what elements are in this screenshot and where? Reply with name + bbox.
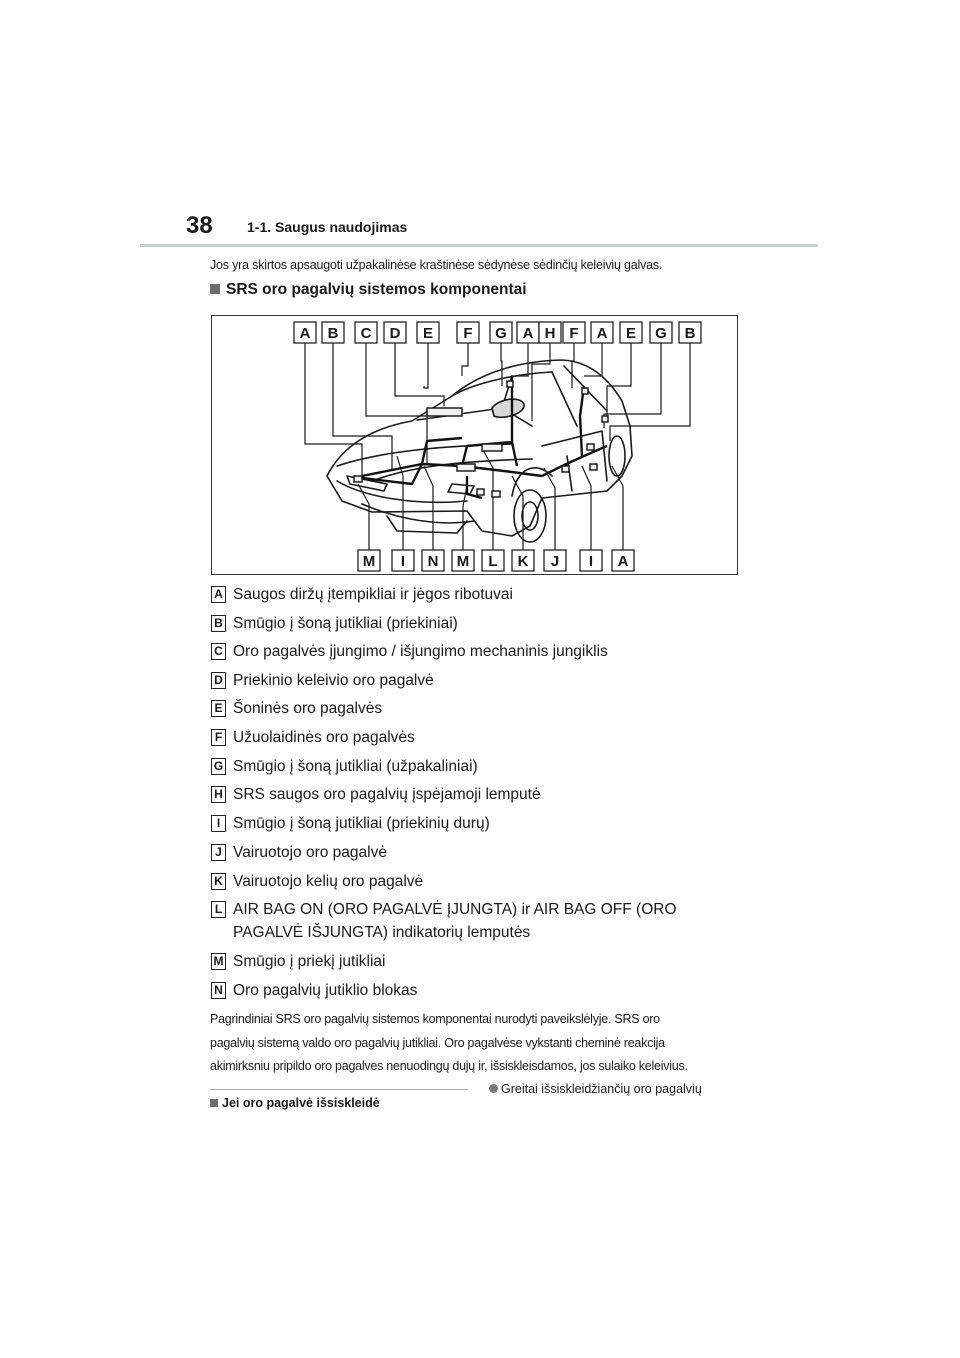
legend-text: AIR BAG ON (ORO PAGALVĖ ĮJUNGTA) ir AIR BAG OFF (ORO (233, 901, 677, 918)
callout-label: D (389, 325, 401, 342)
square-bullet-icon (210, 284, 220, 294)
callout-label: C (360, 325, 372, 342)
callout-label: G (495, 325, 507, 342)
callout-leader-line (584, 343, 602, 376)
callout-leader-line (572, 343, 574, 388)
callout-label: B (327, 325, 339, 342)
callout-label: A (299, 325, 311, 342)
intro-text: Jos yra skirtos apsaugoti užpakalinėse kraštinėse sėdynėse sėdinčių keleivių galvas. (210, 258, 663, 272)
callout-leader-line (482, 448, 493, 550)
legend-key: J (211, 844, 226, 861)
callout-label: E (422, 325, 434, 342)
header-divider (140, 244, 818, 247)
callout-label: J (550, 553, 560, 570)
legend-text: Smūgio į šoną jutikliai (užpakaliniai) (233, 758, 478, 775)
callout-leader-line (366, 343, 427, 464)
legend-key: B (211, 615, 226, 632)
legend-text: Smūgio į šoną jutikliai (priekinių durų) (233, 815, 490, 832)
paragraph-line: Pagrindiniai SRS oro pagalvių sistemos komponentai nurodyti paveikslėlyje. SRS oro (210, 1012, 660, 1026)
callout-leader-line (582, 466, 591, 550)
callout-leader-line (607, 343, 631, 418)
legend-text: Oro pagalvių jutiklio blokas (233, 982, 418, 999)
legend-text: Oro pagalvės įjungimo / išjungimo mechaninis jungiklis (233, 643, 608, 660)
legend-text: Priekinio keleivio oro pagalvė (233, 672, 434, 689)
callout-leader-line (424, 466, 433, 550)
callout-label: K (517, 553, 529, 570)
callout-leader-line (532, 343, 550, 421)
legend-text: Vairuotojo oro pagalvė (233, 844, 387, 861)
footer-divider (210, 1089, 468, 1090)
circle-bullet-icon (489, 1084, 498, 1093)
callout-label: F (463, 325, 473, 342)
callout-label: E (625, 325, 637, 342)
callout-label: M (456, 553, 470, 570)
legend-key: I (211, 815, 226, 832)
callout-label: H (544, 325, 556, 342)
callout-leader-line (612, 466, 623, 550)
callout-label: I (400, 553, 406, 570)
legend-text: Šoninės oro pagalvės (233, 700, 383, 717)
legend-key: H (211, 786, 226, 803)
callout-label: A (617, 553, 629, 570)
callout-leader-line (501, 343, 502, 386)
footer-right-heading (489, 1082, 702, 1096)
legend-key: N (211, 982, 226, 999)
section-title: 1-1. Saugus naudojimas (247, 219, 408, 235)
airbag-components-figure (211, 315, 738, 575)
callout-label: A (596, 325, 608, 342)
footer-left-text: Jei oro pagalvė išsiskleidė (222, 1096, 380, 1110)
callout-leader-line (610, 343, 690, 441)
callout-label: B (684, 325, 696, 342)
subheading-text: SRS oro pagalvių sistemos komponentai (226, 281, 527, 298)
legend-text: SRS saugos oro pagalvių įspėjamoji lemputė (233, 786, 541, 803)
callout-leader-line (424, 343, 428, 388)
callout-label: A (522, 325, 534, 342)
square-bullet-icon (210, 1099, 218, 1107)
legend-text: Smūgio į priekį jutikliai (233, 953, 386, 970)
footer-right-text: Greitai išsiskleidžiančių oro pagalvių (501, 1082, 702, 1096)
callout-label: L (488, 553, 498, 570)
subheading (210, 281, 527, 299)
callout-label: I (588, 553, 594, 570)
legend-key: M (211, 953, 226, 970)
body-paragraph (210, 1008, 750, 1079)
footer-left-heading (210, 1096, 380, 1110)
callout-label: M (362, 553, 376, 570)
paragraph-line: pagalvių sistemą valdo oro pagalvių jutikliai. Oro pagalvėse vykstanti cheminė reakcija (210, 1035, 665, 1050)
callout-leader-line (395, 343, 444, 406)
legend-text: Smūgio į šoną jutikliai (priekiniai) (233, 615, 458, 632)
paragraph-line: akimirksniu pripildo oro pagalves nenuodingų dujų ir, išsiskleisdamos, jos sulaiko keleivius. (210, 1059, 688, 1073)
legend-key: A (211, 586, 226, 603)
legend-text-continued: PAGALVĖ IŠJUNGTA) indikatorių lemputės (233, 924, 531, 941)
legend-key: L (211, 901, 226, 918)
callout-label: G (655, 325, 667, 342)
legend-key: C (211, 643, 226, 660)
legend-key: F (211, 729, 226, 746)
callout-leader-line (463, 486, 467, 550)
legend-key: G (211, 758, 226, 775)
legend-key: D (211, 672, 226, 689)
legend-text: Užuolaidinės oro pagalvės (233, 729, 415, 746)
callout-label: F (569, 325, 579, 342)
legend-key: E (211, 700, 226, 717)
callout-leader-line (397, 456, 403, 550)
legend-text: Vairuotojo kelių oro pagalvė (233, 873, 424, 890)
legend-text: Saugos diržų įtempikliai ir jėgos ribotuvai (233, 586, 513, 603)
callout-label: N (427, 553, 439, 570)
car-illustration (212, 316, 739, 576)
legend-key: K (211, 873, 226, 890)
callout-leader-line (462, 343, 468, 376)
page-number: 38 (186, 212, 213, 239)
